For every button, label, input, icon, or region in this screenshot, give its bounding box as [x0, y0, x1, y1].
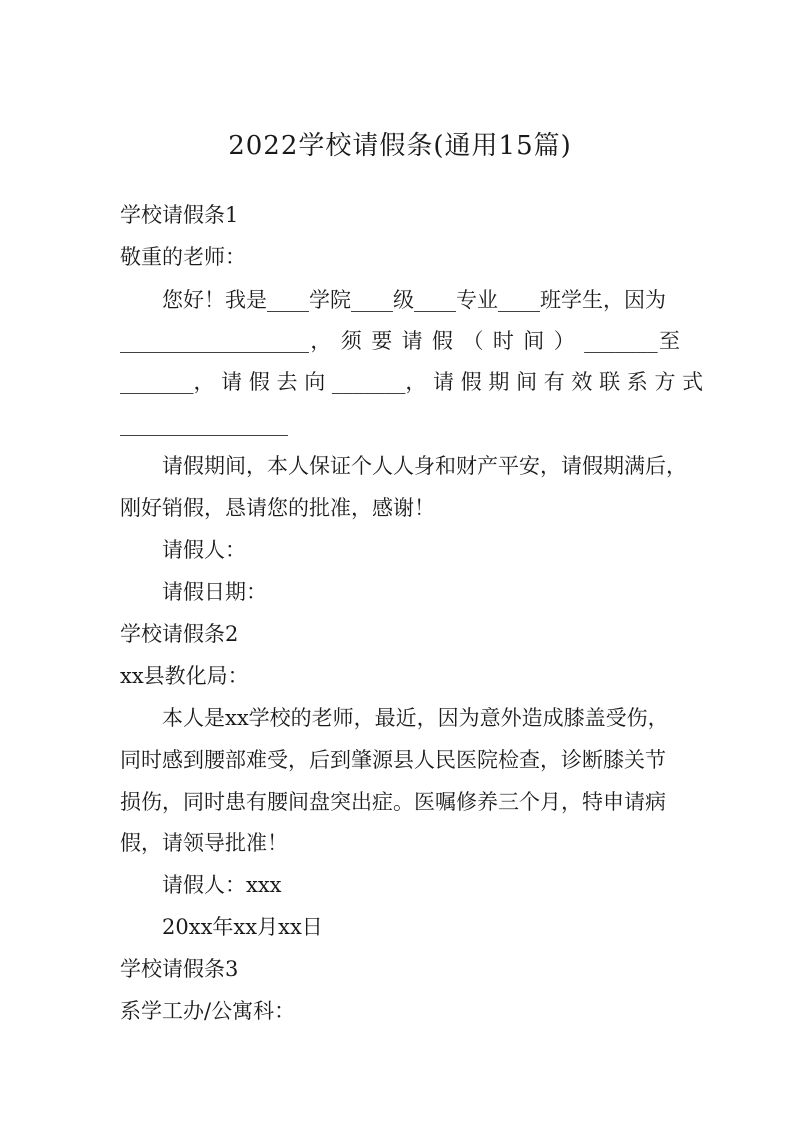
- salutation: xx县教化局：: [120, 664, 249, 688]
- body-line: 刚好销假，恳请您的批准，感谢！: [120, 496, 435, 520]
- body-line: ________________: [120, 412, 288, 436]
- section-heading: 学校请假条3: [120, 957, 239, 981]
- body-line: 您好！我是____学院____级____专业____班学生，因为: [162, 288, 666, 312]
- section-heading: 学校请假条2: [120, 622, 239, 646]
- requester-label: 请假人：xxx: [162, 873, 282, 897]
- salutation: 敬重的老师：: [120, 245, 246, 269]
- body-line: 同时感到腰部难受，后到肇源县人民医院检查，诊断膝关节: [120, 748, 666, 772]
- date-label: 20xx年xx月xx日: [162, 915, 323, 939]
- salutation: 系学工办/公寓科：: [120, 999, 296, 1023]
- body-line: 本人是xx学校的老师，最近，因为意外造成膝盖受伤，: [162, 706, 669, 730]
- body-line: 请假期间，本人保证个人人身和财产平安，请假期满后，: [162, 454, 687, 478]
- section-heading: 学校请假条1: [120, 203, 239, 227]
- body-line: 损伤，同时患有腰间盘突出症。医嘱修养三个月，特申请病: [120, 790, 666, 814]
- date-label: 请假日期：: [162, 580, 267, 604]
- body-line: 假，请领导批准！: [120, 831, 288, 855]
- document-title: 2022学校请假条(通用15篇): [228, 131, 572, 161]
- body-line: __________________， 须 要 请 假 （ 时 间 ） _______至: [120, 329, 680, 353]
- requester-label: 请假人：: [162, 538, 246, 562]
- body-line: _______， 请 假 去 向 _______， 请 假 期 间 有 效 联 系 方 式: [120, 370, 704, 394]
